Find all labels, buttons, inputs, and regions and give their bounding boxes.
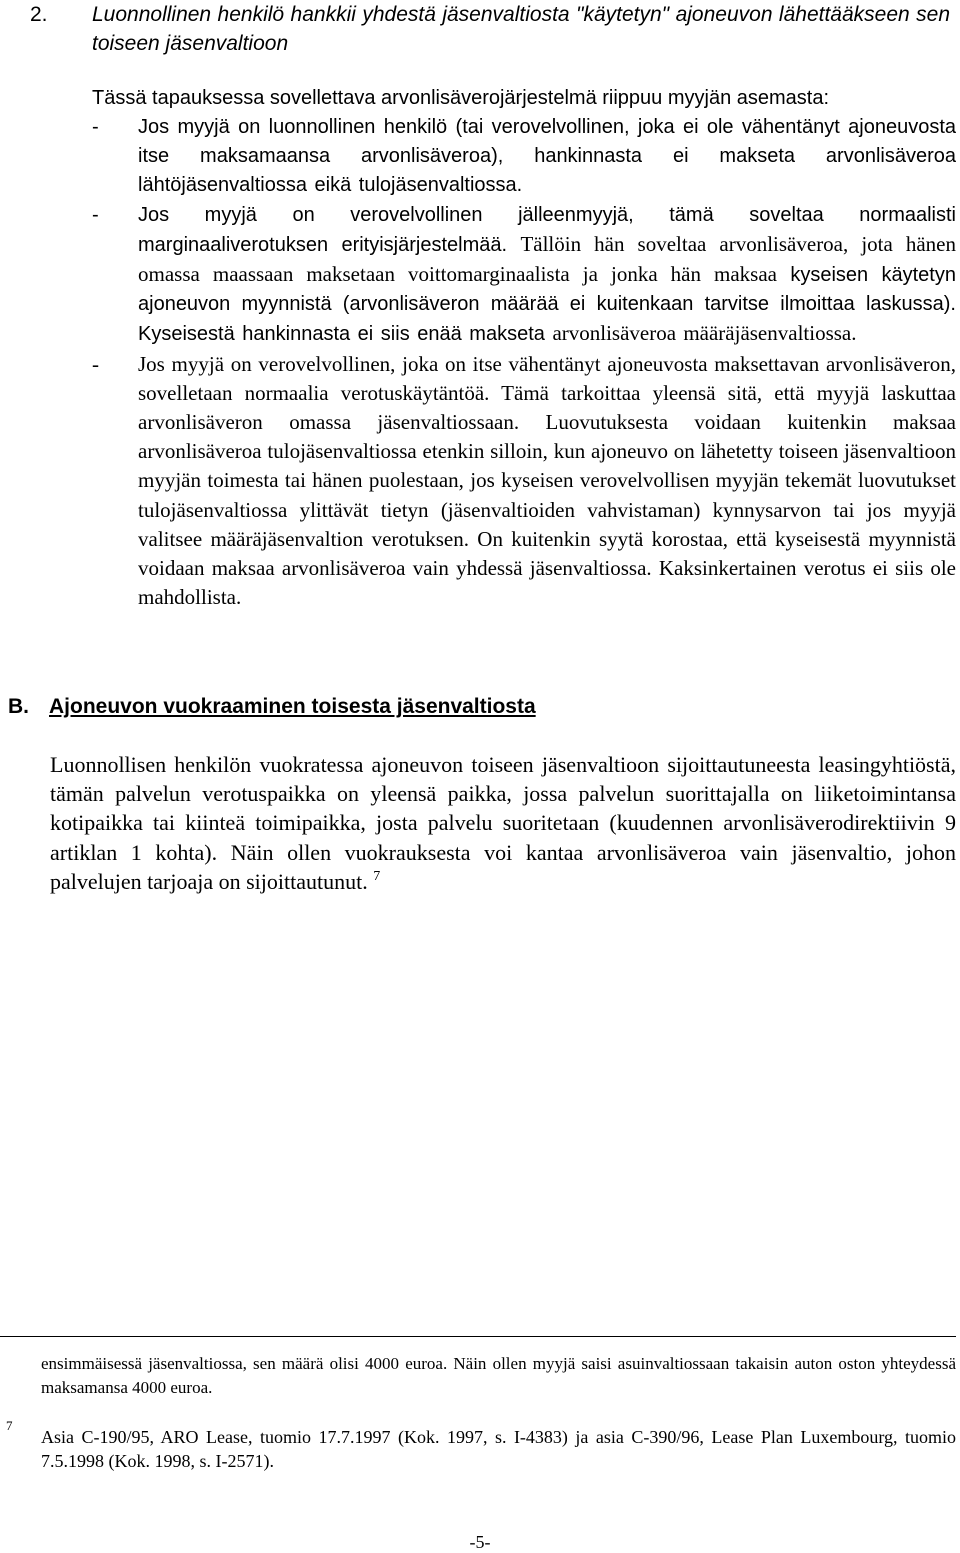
list-item — [92, 350, 956, 613]
bullet-list — [92, 113, 956, 612]
bullet-text: Tällöin hän soveltaa arvonlisäveroa, jota hänen omassa maassaan maksetaan voittomarginaalista ja jonka hän maksaa — [138, 231, 957, 287]
bullet-text: arvonlisäveroa määräjäsenvaltiossa. — [552, 321, 857, 346]
section-title: Ajoneuvon vuokraaminen toisesta jäsenvaltiosta — [49, 695, 536, 718]
bullet-text: Jos myyjä on luonnollinen henkilö (tai verovelvollinen, joka ei ole vähentänyt ajoneuvosta itse maksamaansa arvonlisäveroa), hankinnasta ei makseta arvonlisäveroa lähtöjäsenvaltiossa eikä tulojäsenvaltiossa. — [138, 116, 956, 197]
heading-title: Luonnollinen henkilö hankkii yhdestä jäsenvaltiosta "käytetyn" ajoneuvon lähettääkseen sen toiseen jäsenvaltioon — [92, 3, 950, 55]
footnote-continued: ensimmäisessä jäsenvaltiossa, sen määrä olisi 4000 euroa. Näin ollen myyjä saisi asuinvaltiossaan takaisin auton oston yhteydessä maksamansa 4000 euroa. — [41, 1354, 956, 1397]
bullet-dash: - — [92, 351, 99, 376]
section-heading-b — [8, 692, 948, 721]
heading-number: 2. — [30, 3, 48, 26]
bullet-dash: - — [92, 116, 99, 138]
footnote-separator — [0, 1336, 956, 1337]
section-letter: B. — [8, 695, 29, 718]
body-paragraph — [50, 750, 956, 896]
footnote-7: Asia C-190/95, ARO Lease, tuomio 17.7.1997 (Kok. 1997, s. I-4383) ja asia C-390/96, Lease Plan Luxembourg, tuomio 7.5.1998 (Kok. 1998, s. I-2571). — [41, 1427, 956, 1471]
list-item — [92, 201, 956, 350]
list-item — [92, 113, 956, 201]
bullet-text: Jos myyjä on verovelvollinen jälleenmyyjä, tämä soveltaa normaalisti marginaaliverotuksen erityisjärjestelmää. — [138, 203, 956, 256]
bullet-dash: - — [92, 203, 99, 226]
footnote-reference[interactable]: 7 — [373, 868, 381, 884]
section-heading-2 — [30, 0, 950, 58]
footnote-marker: 7 — [6, 1418, 13, 1433]
bullet-text: Jos myyjä on verovelvollinen, joka on itse vähentänyt ajoneuvosta maksettavan arvonlisäveron, sovelletaan normaalia verotuskäytäntöä. Tämä tarkoittaa yleensä sitä, että myyjä laskuttaa arvonlisäveron omassa jäsenvaltiossaan. Luovutuksesta voidaan kuitenkin maksaa arvonlisäveroa tulojäsenvaltiossa etenkin silloin, kun ajoneuvo on lähetetty toiseen jäsenvaltioon myyjän toimesta tai hänen puolestaan, jos kyseisen verovelvollisen myyjän tekemät luovutukset tulojäsenvaltiossa ylittävät tietyn (jäsenvaltioiden vahvistaman) kynnysarvon tai jos myyjä valitsee määräjäsenvaltion verotuksen. On kuitenkin syytä korostaa, että kyseisestä myynnistä voidaan maksaa arvonlisäveroa vain yhdessä jäsenvaltiossa. Kaksinkertainen verotus ei siis ole mahdollista. — [138, 351, 956, 610]
bullet-text: kyseisen käytetyn ajoneuvon myynnistä (arvonlisäveron määrää ei kuitenkaan tarvitse ilmoittaa laskussa). Kyseisestä hankinnasta ei siis enää makseta — [138, 264, 956, 346]
paragraph-text: Luonnollisen henkilön vuokratessa ajoneuvon toiseen jäsenvaltioon sijoittautuneesta leasingyhtiöstä, tämän palvelun verotuspaikka on yleensä paikka, jossa palvelun suorittajalla on liiketoimintansa kotipaikka tai kiinteä toimipaikka, josta palvelu suoritetaan (kuudennen arvonlisäverodirektiivin 9 artiklan 1 kohta). Näin ollen vuokrauksesta voi kantaa arvonlisäveroa vain jäsenvaltio, johon palvelujen tarjoaja on sijoittautunut. — [50, 752, 956, 894]
page-number: -5- — [469, 1532, 491, 1552]
intro-text: Tässä tapauksessa sovellettava arvonlisäverojärjestelmä riippuu myyjän asemasta: — [92, 87, 830, 109]
